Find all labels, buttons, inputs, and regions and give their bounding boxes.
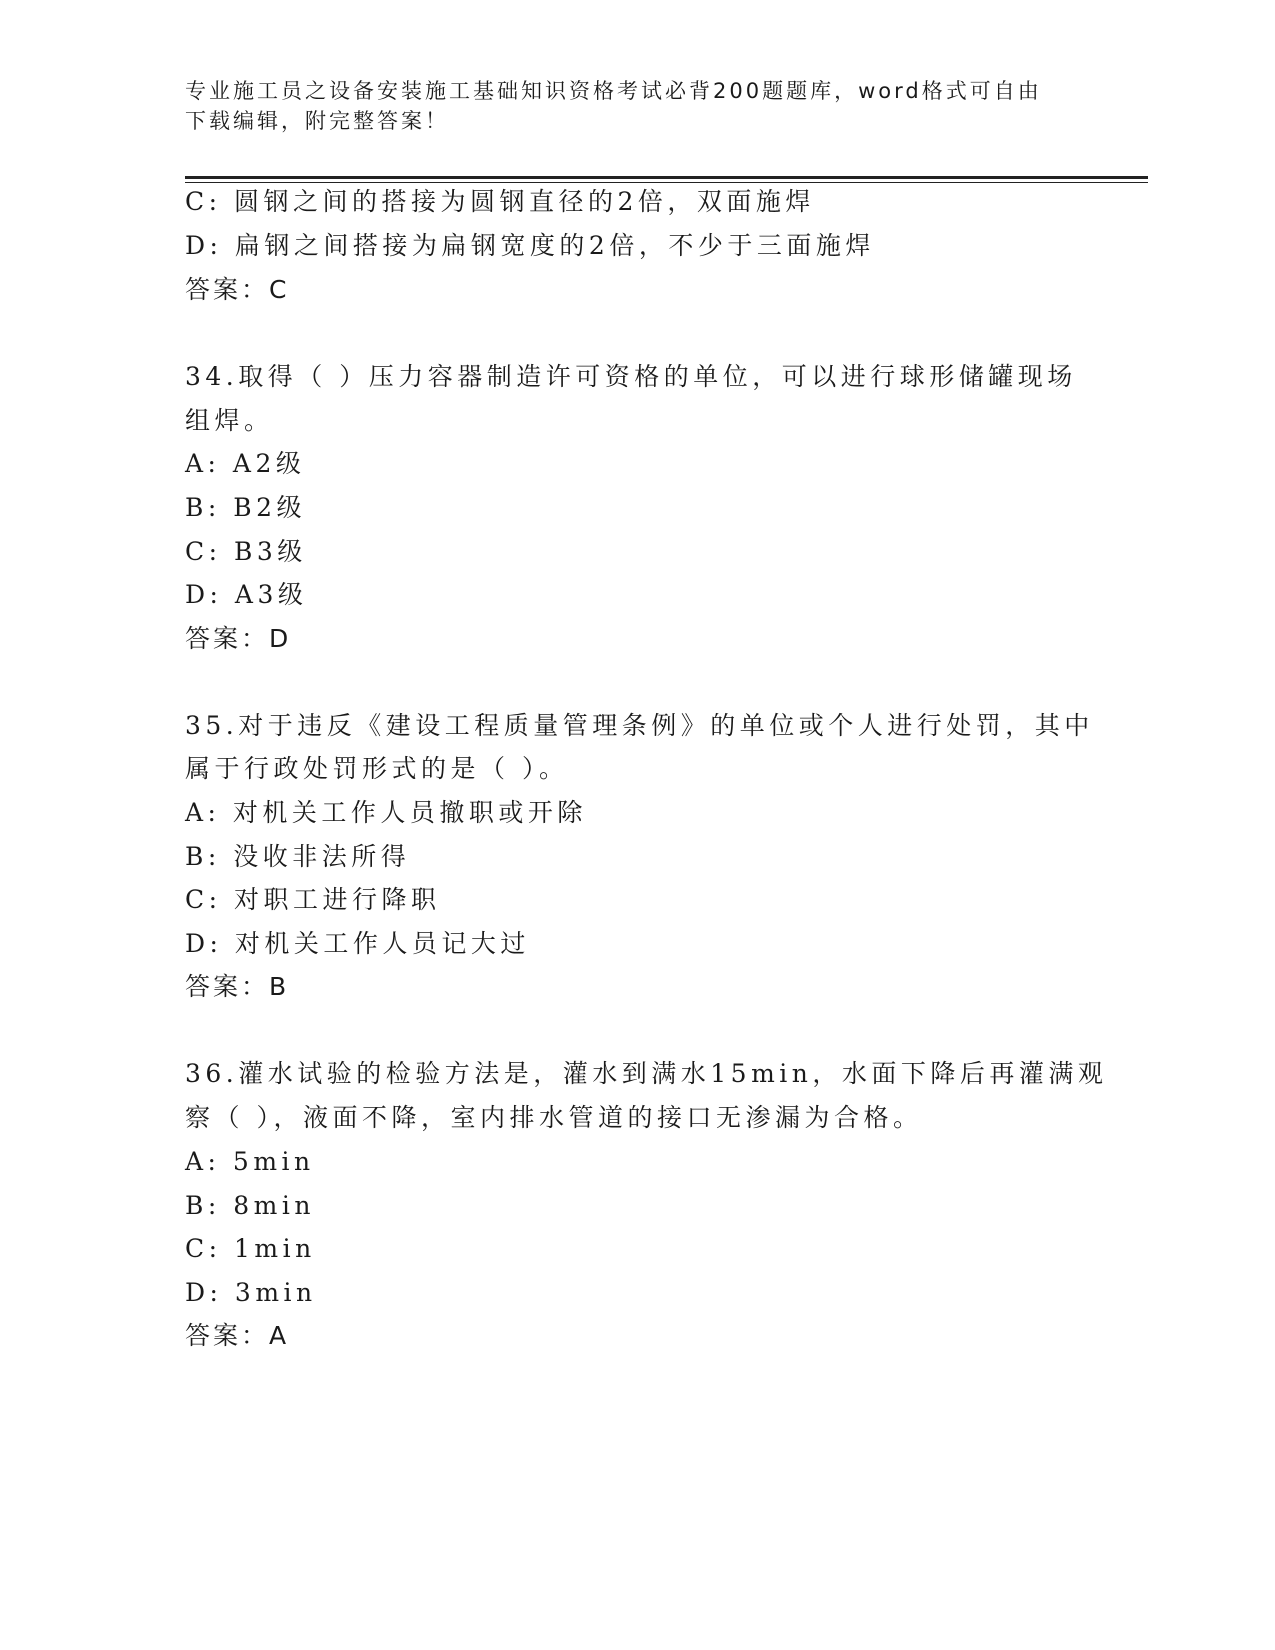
q34-option-d: D: A3级 [185,580,308,609]
header-title-line-1: 专业施工员之设备安装施工基础知识资格考试必背200题题库，word格式可自由 [185,79,1042,103]
q35-option-b: B: 没收非法所得 [185,842,411,871]
q35-option-a: A: 对机关工作人员撤职或开除 [185,798,587,827]
q34-stem-line-2: 组焊。 [185,406,274,435]
q34-option-b: B: B2级 [185,493,307,522]
q34-answer: 答案：D [185,624,292,653]
q36-option-b: B: 8min [185,1191,315,1220]
q34-option-c: C: B3级 [185,537,307,566]
q33-answer: 答案：C [185,275,290,304]
q35-stem-line-1: 35.对于违反《建设工程质量管理条例》的单位或个人进行处罚，其中 [185,711,1094,740]
q34-stem-line-1: 34.取得（ ）压力容器制造许可资格的单位，可以进行球形储罐现场 [185,362,1077,391]
q36-stem-line-1: 36.灌水试验的检验方法是，灌水到满水15min，水面下降后再灌满观 [185,1059,1108,1088]
q33-option-c: C: 圆钢之间的搭接为圆钢直径的2倍，双面施焊 [185,187,815,216]
header-divider-thick [185,176,1148,179]
q35-answer: 答案：B [185,972,290,1001]
q34-option-a: A: A2级 [185,449,306,478]
q35-option-d: D: 对机关工作人员记大过 [185,929,530,958]
q35-stem-line-2: 属于行政处罚形式的是（ ）。 [185,754,569,783]
document-header [185,76,1085,136]
q35-option-c: C: 对职工进行降职 [185,885,441,914]
q36-stem-line-2: 察（ ），液面不降，室内排水管道的接口无渗漏为合格。 [185,1103,923,1132]
q36-option-a: A: 5min [185,1147,315,1176]
header-divider-thin [185,182,1148,183]
header-title-line-2: 下载编辑，附完整答案！ [185,109,449,133]
q36-option-d: D: 3min [185,1278,317,1307]
q33-option-d: D: 扁钢之间搭接为扁钢宽度的2倍，不少于三面施焊 [185,231,875,260]
q36-answer: 答案：A [185,1321,290,1350]
q36-option-c: C: 1min [185,1234,316,1263]
